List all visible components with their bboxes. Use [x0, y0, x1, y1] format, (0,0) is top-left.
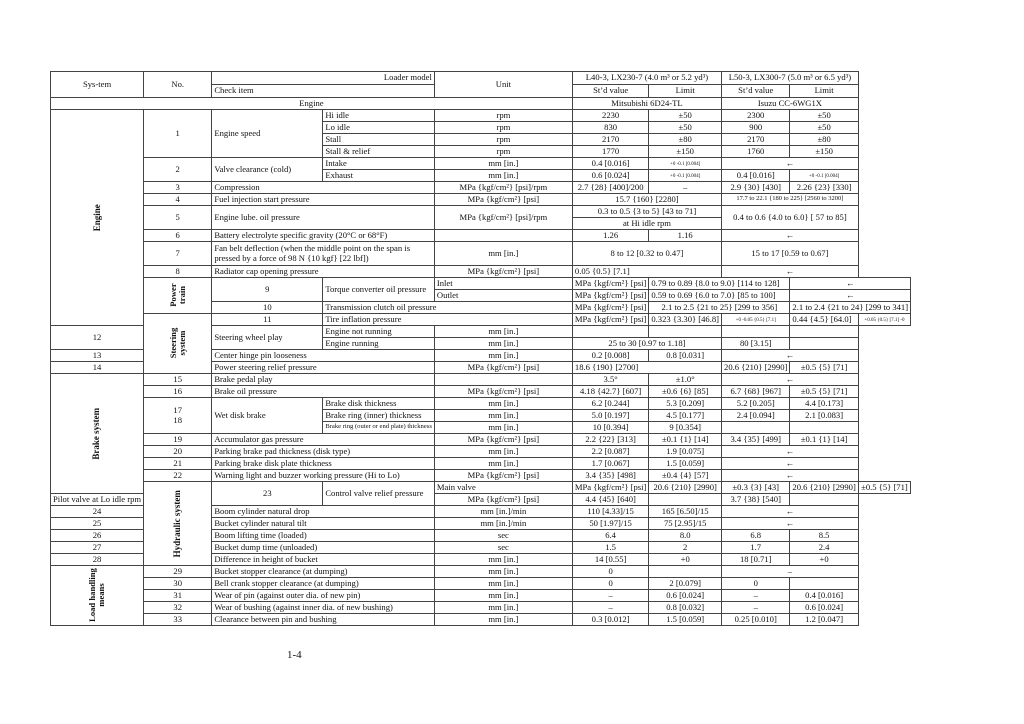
unit-cell	[434, 230, 572, 242]
row-no: 14	[51, 362, 144, 374]
value-cell: 0.59 to 0.69 {6.0 to 7.0} [85 to 100]	[649, 290, 790, 302]
check-item: Tire inflation pressure	[323, 314, 573, 326]
value-cell: 900	[722, 122, 790, 134]
same-as-left-arrow: ←	[722, 158, 859, 170]
value-cell: ±0.5 {5} [71]	[790, 386, 858, 398]
value-cell: 165 [6.50]/15	[649, 506, 722, 518]
row-no: 15	[144, 374, 212, 386]
unit-cell: MPa {kgf/cm²} [psi]	[572, 482, 648, 494]
value-cell	[790, 494, 858, 506]
unit-cell: mm [in.]	[434, 554, 572, 566]
system-hydraulic: Hydraulic system	[144, 482, 212, 566]
same-as-left-arrow: ←	[722, 470, 859, 482]
check-item: Clearance between pin and bushing	[212, 614, 435, 626]
value-cell: 15.7 {160} [2280]	[572, 194, 721, 206]
value-cell: 0.25 [0.010]	[722, 614, 790, 626]
check-item: Valve clearance (cold)	[212, 158, 323, 182]
check-item: Power steering relief pressure	[212, 362, 435, 374]
value-cell: 0.79 to 0.89 {8.0 to 9.0} [114 to 128]	[649, 278, 790, 290]
row-no: 23	[212, 482, 323, 506]
value-cell: 0.2 [0.008]	[572, 350, 648, 362]
value-cell: +0	[790, 554, 858, 566]
tolerance-value: +0 -0.1 [0.004]	[808, 173, 840, 179]
check-item: Boom cylinder natural drop	[212, 506, 435, 518]
unit-cell: mm [in.]	[434, 578, 572, 590]
header-engine: Engine	[51, 98, 573, 110]
header-model-b: L50-3, LX300-7 (5.0 m³ or 6.5 yd³)	[722, 72, 859, 85]
value-cell: 0.44 {4.5} [64.0]	[790, 314, 858, 326]
value-cell: 1760	[722, 146, 790, 158]
check-item: Control valve relief pressure	[323, 482, 435, 506]
value-cell: ±50	[790, 110, 858, 122]
header-limit-b: Limit	[790, 85, 858, 98]
same-as-left-arrow: ←	[722, 458, 859, 470]
check-item: Accumulator gas pressure	[212, 434, 435, 446]
unit-cell: mm [in.]	[434, 410, 572, 422]
row-no: 27	[51, 542, 144, 554]
check-item: Wet disk brake	[212, 398, 323, 434]
row-no: 33	[144, 614, 212, 626]
system-power-train: Power train	[144, 278, 212, 314]
value-cell: 1.7 [0.067]	[572, 458, 648, 470]
value-cell: 1.5 [0.059]	[649, 614, 722, 626]
row-no: 32	[144, 602, 212, 614]
value-cell: 14 [0.55]	[572, 554, 648, 566]
sub-item: Hi idle	[323, 110, 435, 122]
row-no: 29	[144, 566, 212, 578]
unit-cell: mm [in.]	[434, 602, 572, 614]
value-cell: 2.1 to 2.4 {21 to 24} [299 to 341]	[790, 302, 911, 314]
unit-cell: mm [in.]	[434, 326, 572, 338]
check-item: Brake pedal play	[212, 374, 435, 386]
check-item: Radiator cap opening pressure	[212, 266, 435, 278]
row-no: 9	[212, 278, 323, 302]
unit-cell: mm [in.]	[434, 590, 572, 602]
value-cell: 6.7 {68} [967]	[722, 386, 790, 398]
unit-cell: MPa {kgf/cm²} [psi]	[434, 470, 572, 482]
same-as-left-arrow: ←	[722, 266, 859, 278]
value-cell: 6.4	[572, 530, 648, 542]
check-item: Compression	[212, 182, 435, 194]
value-cell: 0.4 [0.016]	[572, 158, 648, 170]
value-cell: 0.3 to 0.5 {3 to 5} [43 to 71]	[572, 206, 721, 218]
engine-model-b: Isuzu CC-6WG1X	[722, 98, 859, 110]
same-as-left-arrow: ←	[722, 506, 859, 518]
system-steering: Steering system	[144, 314, 212, 374]
maintenance-standard-table	[50, 71, 911, 626]
value-cell	[790, 326, 858, 338]
value-cell: –	[572, 602, 648, 614]
unit-cell: MPa {kgf/cm²} [psi]	[434, 386, 572, 398]
value-cell: 0.8 [0.031]	[649, 350, 722, 362]
sub-item: Inlet	[434, 278, 572, 290]
row-no: 2	[144, 158, 212, 182]
check-item: Bell crank stopper clearance (at dumping)	[212, 578, 435, 590]
value-cell: 20.6 {210} [2990]	[649, 482, 722, 494]
unit-cell: mm [in.]	[434, 422, 572, 434]
value-cell: 2	[649, 542, 722, 554]
row-no: 21	[144, 458, 212, 470]
value-cell: 2.7 {28} [400]/200	[572, 182, 648, 194]
value-cell: 2.26 {23} [330]	[790, 182, 858, 194]
unit-cell: mm [in.]	[434, 170, 572, 182]
value-cell: 4.4 {45} [640]	[572, 494, 648, 506]
check-item: Bucket cylinder natural tilt	[212, 518, 435, 530]
value-cell: 5.0 [0.197]	[572, 410, 648, 422]
value-cell: ±150	[790, 146, 858, 158]
value-cell: 2230	[572, 110, 648, 122]
same-as-left-arrow: ←	[722, 230, 859, 242]
tolerance-value: +0 -0.1 [0.004]	[670, 173, 701, 179]
value-cell: 20.6 {210} [2990]	[722, 362, 790, 374]
value-cell: 0	[722, 578, 790, 590]
sub-item: Outlet	[434, 290, 572, 302]
row-no: 19	[144, 434, 212, 446]
value-cell: 2.2 [0.087]	[572, 446, 648, 458]
sub-item: Stall	[323, 134, 435, 146]
sub-item: Engine running	[323, 338, 435, 350]
value-cell: 8 to 12 [0.32 to 0.47]	[572, 242, 721, 266]
value-cell: –	[722, 566, 859, 578]
value-cell	[790, 578, 858, 590]
header-no: No.	[144, 72, 212, 98]
same-as-left-arrow: ←	[722, 446, 859, 458]
value-cell: 1.7	[722, 542, 790, 554]
value-cell: 3.5°	[572, 374, 648, 386]
value-cell: 2.1 to 2.5 {21 to 25} [299 to 356]	[649, 302, 790, 314]
value-cell: 2.1 [0.083]	[790, 410, 858, 422]
value-cell: 0.4 to 0.6 {4.0 to 6.0} [ 57 to 85]	[722, 206, 859, 230]
row-no: 25	[51, 518, 144, 530]
value-cell: 80 [3.15]	[722, 338, 790, 350]
row-no: 28	[51, 554, 144, 566]
unit-cell: mm [in.]	[434, 398, 572, 410]
row-no: 10	[212, 302, 323, 314]
check-item: Torque converter oil pressure	[323, 278, 435, 302]
value-cell: 2.2 {22} [313]	[572, 434, 648, 446]
check-item: Center hinge pin looseness	[212, 350, 435, 362]
header-system: Sys-tem	[51, 72, 144, 98]
value-cell: 1770	[572, 146, 648, 158]
row-no: 16	[144, 386, 212, 398]
value-cell: 110 [4.33]/15	[572, 506, 648, 518]
same-as-left-arrow: ←	[790, 290, 911, 302]
unit-cell: MPa {kgf/cm²} [psi]	[434, 194, 572, 206]
unit-cell: rpm	[434, 110, 572, 122]
value-cell: ±0.6 {6} [85]	[649, 386, 722, 398]
value-cell: 1.9 [0.075]	[649, 446, 722, 458]
value-cell: 20.6 {210} [2990]	[790, 482, 858, 494]
row-no: 3	[144, 182, 212, 194]
unit-cell: MPa {kgf/cm²} [psi]	[434, 266, 572, 278]
value-cell: ±1.0°	[649, 374, 722, 386]
row-no: 30	[144, 578, 212, 590]
unit-cell: MPa {kgf/cm²} [psi]	[572, 314, 648, 326]
value-cell: 4.5 [0.177]	[649, 410, 722, 422]
value-cell	[649, 326, 722, 338]
row-no: 1	[144, 110, 212, 158]
unit-cell: MPa {kgf/cm²} [psi]	[572, 290, 648, 302]
value-cell: 830	[572, 122, 648, 134]
unit-cell: MPa {kgf/cm²} [psi]/rpm	[434, 206, 572, 230]
row-no: 11	[212, 314, 323, 326]
value-cell: ±80	[790, 134, 858, 146]
value-cell: 0.6 [0.024]	[790, 602, 858, 614]
value-cell	[572, 326, 648, 338]
value-cell: ±150	[649, 146, 722, 158]
unit-cell: mm [in.]	[434, 566, 572, 578]
value-cell: 0.6 [0.024]	[572, 170, 648, 182]
header-limit-a: Limit	[649, 85, 722, 98]
value-cell	[649, 566, 722, 578]
row-no: 6	[144, 230, 212, 242]
sub-item: Brake ring (inner) thickness	[323, 410, 435, 422]
system-load-handling: Load handling means	[51, 566, 144, 626]
value-cell: 0.6 [0.024]	[649, 590, 722, 602]
same-as-left-arrow: ←	[722, 374, 859, 386]
unit-cell: mm [in.]	[434, 458, 572, 470]
header-check-item: Check item	[212, 85, 435, 98]
value-cell: 3.4 {35} [499]	[722, 434, 790, 446]
value-cell: 0.4 [0.016]	[790, 590, 858, 602]
value-cell: 0.4 [0.016]	[722, 170, 790, 182]
value-cell: ±0.1 {1} [14]	[790, 434, 858, 446]
row-no: 24	[51, 506, 144, 518]
page-number: 1-4	[287, 649, 302, 661]
unit-cell: MPa {kgf/cm²} [psi]	[572, 278, 648, 290]
value-cell: ±50	[790, 122, 858, 134]
value-cell: ±0.1 {1} [14]	[649, 434, 722, 446]
check-item: Steering wheel play	[212, 326, 323, 350]
value-cell: 2.4	[790, 542, 858, 554]
value-cell: –	[722, 602, 790, 614]
unit-cell: sec	[434, 542, 572, 554]
row-no: 8	[144, 266, 212, 278]
unit-cell: mm [in.]	[434, 338, 572, 350]
value-cell: 50 [1.97]/15	[572, 518, 648, 530]
value-cell: 15 to 17 [0.59 to 0.67]	[722, 242, 859, 266]
sub-item: Brake disk thickness	[323, 398, 435, 410]
value-cell: 2170	[572, 134, 648, 146]
value-cell: 5.3 [0.209]	[649, 398, 722, 410]
value-cell: 0.8 [0.032]	[649, 602, 722, 614]
row-no: 22	[144, 470, 212, 482]
sub-item: Lo idle	[323, 122, 435, 134]
value-cell: 3.7 {38} [540]	[722, 494, 790, 506]
value-cell: 2.4 [0.094]	[722, 410, 790, 422]
header-std-value-b: St’d value	[722, 85, 790, 98]
value-cell: 17.7 to 22.1 {180 to 225} [2560 to 3200]	[722, 194, 859, 206]
unit-cell: mm [in.]	[434, 350, 572, 362]
unit-cell: mm [in.]/min	[434, 518, 572, 530]
same-as-left-arrow: ←	[722, 350, 859, 362]
unit-cell: MPa {kgf/cm²} [psi]/rpm	[434, 182, 572, 194]
row-no: 7	[144, 242, 212, 266]
check-item: Fan belt deflection (when the middle point on the span is pressed by a force of 98 N {10 kgf} [22 lbf])	[212, 242, 435, 266]
unit-cell: rpm	[434, 134, 572, 146]
unit-cell: rpm	[434, 146, 572, 158]
header-loader-model: Loader model	[212, 72, 435, 85]
check-item: Fuel injection start pressure	[212, 194, 435, 206]
row-no: 4	[144, 194, 212, 206]
value-cell: –	[722, 590, 790, 602]
system-engine: Engine	[51, 110, 144, 326]
check-item: Battery electrolyte specific gravity (20°C or 68°F)	[212, 230, 435, 242]
value-cell: 18.6 {190} [2700]	[572, 362, 721, 374]
unit-cell: mm [in.]	[434, 446, 572, 458]
same-as-left-arrow: ←	[722, 518, 859, 530]
value-cell: 8.0	[649, 530, 722, 542]
value-cell: 2.9 {30} [430]	[722, 182, 790, 194]
row-no: 31	[144, 590, 212, 602]
tolerance-value: +0 -0.05 {0.5} [7.1]	[735, 317, 776, 323]
value-cell: 25 to 30 [0.97 to 1.18]	[572, 338, 721, 350]
unit-cell: MPa {kgf/cm²} [psi]	[434, 494, 572, 506]
value-cell: 8.5	[790, 530, 858, 542]
value-cell: 2 [0.079]	[649, 578, 722, 590]
header-std-value-a: St’d value	[572, 85, 648, 98]
row-no: 20	[144, 446, 212, 458]
value-cell	[722, 422, 790, 434]
check-item: Parking brake pad thickness (disk type)	[212, 446, 435, 458]
value-cell: 10 [0.394]	[572, 422, 648, 434]
check-item: Engine speed	[212, 110, 323, 158]
value-cell: 1.5	[572, 542, 648, 554]
value-cell	[722, 326, 790, 338]
value-cell: 5.2 [0.205]	[722, 398, 790, 410]
value-cell: 0	[572, 566, 648, 578]
value-cell: ±0.3 {3} [43]	[722, 482, 790, 494]
value-cell: 1.5 [0.059]	[649, 458, 722, 470]
value-cell: ±0.5 {5} [71]	[858, 482, 910, 494]
value-cell: ±50	[649, 110, 722, 122]
sub-item: Engine not running	[323, 326, 435, 338]
value-cell: –	[572, 590, 648, 602]
value-cell	[790, 422, 858, 434]
check-item: Wear of pin (against outer dia. of new pin)	[212, 590, 435, 602]
value-cell	[790, 338, 858, 350]
unit-cell: mm [in.]	[434, 158, 572, 170]
unit-cell: mm [in.]	[434, 614, 572, 626]
tolerance-value: +0 -0.1 [0.004]	[670, 161, 701, 167]
check-item: Parking brake disk plate thickness	[212, 458, 435, 470]
value-cell: 4.4 [0.173]	[790, 398, 858, 410]
sub-item: Stall & relief	[323, 146, 435, 158]
sub-item: Pilot valve at Lo idle rpm	[51, 494, 144, 506]
unit-cell: mm [in.]	[434, 242, 572, 266]
row-no: 17 18	[144, 398, 212, 434]
check-item: Engine lube. oil pressure	[212, 206, 435, 230]
value-cell: ±0.4 {4} [57]	[649, 470, 722, 482]
check-item: Bucket stopper clearance (at dumping)	[212, 566, 435, 578]
value-cell: 1.2 [0.047]	[790, 614, 858, 626]
header-unit: Unit	[434, 72, 572, 98]
value-cell: 18 [0.71]	[722, 554, 790, 566]
value-note: at Hi idle rpm	[572, 218, 721, 230]
check-item: Wear of bushing (against inner dia. of new bushing)	[212, 602, 435, 614]
sub-item: Main valve	[434, 482, 572, 494]
tolerance-value: +0.05 {0.5} [7.1] -0	[864, 317, 905, 323]
value-cell: 0	[572, 578, 648, 590]
value-cell: 6.2 [0.244]	[572, 398, 648, 410]
value-cell: 3.4 {35} [498]	[572, 470, 648, 482]
engine-model-a: Mitsubishi 6D24-TL	[572, 98, 721, 110]
value-cell: 0.05 {0.5} [7.1]	[572, 266, 721, 278]
value-cell: 9 [0.354]	[649, 422, 722, 434]
row-no: 12	[51, 326, 144, 350]
value-cell: 0.323 {3.30} [46.8]	[649, 314, 722, 326]
value-cell: ±80	[649, 134, 722, 146]
header-model-a: L40-3, LX230-7 (4.0 m³ or 5.2 yd³)	[572, 72, 721, 85]
system-brake: Brake system	[51, 374, 144, 494]
value-cell: 4.18 {42.7} [607]	[572, 386, 648, 398]
value-cell: ±50	[649, 122, 722, 134]
value-cell: 6.8	[722, 530, 790, 542]
value-cell: 1.16	[649, 230, 722, 242]
value-cell: 2300	[722, 110, 790, 122]
check-item: Transmission clutch oil pressure	[323, 302, 573, 314]
value-cell: 1.26	[572, 230, 648, 242]
sub-item: Brake ring (outer or end plate) thickness	[323, 422, 435, 434]
value-cell: ±0.5 {5} [71]	[790, 362, 858, 374]
value-cell	[649, 494, 722, 506]
check-item: Boom lifting time (loaded)	[212, 530, 435, 542]
unit-cell: rpm	[434, 122, 572, 134]
value-cell: –	[649, 182, 722, 194]
check-item: Difference in height of bucket	[212, 554, 435, 566]
value-cell: 0.3 [0.012]	[572, 614, 648, 626]
value-cell: 2170	[722, 134, 790, 146]
check-item: Brake oil pressure	[212, 386, 435, 398]
row-no: 26	[51, 530, 144, 542]
sub-item: Intake	[323, 158, 435, 170]
unit-cell: mm [in.]/min	[434, 506, 572, 518]
check-item: Warning light and buzzer working pressure (Hi to Lo)	[212, 470, 435, 482]
sub-item: Exhaust	[323, 170, 435, 182]
unit-cell: MPa {kgf/cm²} [psi]	[572, 302, 648, 314]
unit-cell: sec	[434, 530, 572, 542]
value-cell: +0	[649, 554, 722, 566]
row-no: 13	[51, 350, 144, 362]
row-no: 5	[144, 206, 212, 230]
unit-cell: MPa {kgf/cm²} [psi]	[434, 434, 572, 446]
value-cell: 75 [2.95]/15	[649, 518, 722, 530]
check-item: Bucket dump time (unloaded)	[212, 542, 435, 554]
unit-cell: MPa {kgf/cm²} [psi]	[434, 362, 572, 374]
same-as-left-arrow: ←	[790, 278, 911, 290]
unit-cell	[434, 374, 572, 386]
